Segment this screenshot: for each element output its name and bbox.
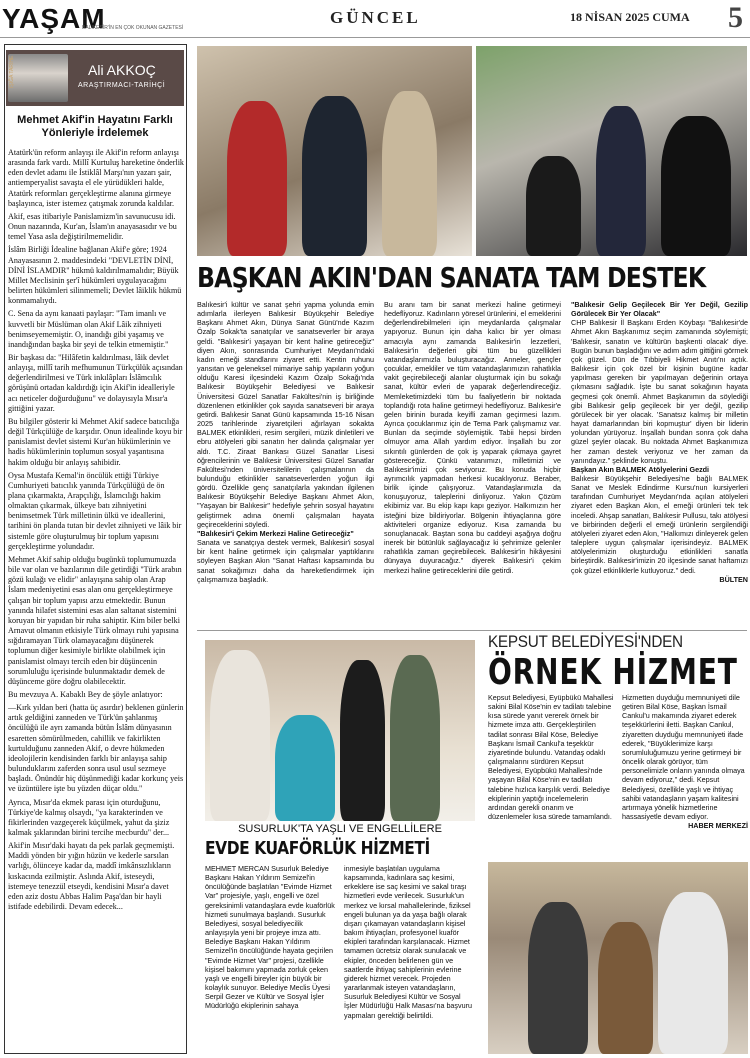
story1-text: Bu aranı tam bir sanat merkezi haline getirmeyi hedefliyoruz. Kadınların yöresel ürünlerini, el emeklerini değerlendirebilmeleri için meydanlarda çalışmalar yapıyoruz. Bunun için daha kalıcı bir yer olması amacıyla aynı zamanda Balıkesir'in lezzetleri, Balıkesir'in değerleri gibi tüm bu güzellikleri vatandaşlarımızla buluşturacağız. Anneler, gençler çocuklar, emekliler ve tüm vatandaşlarımızın rahatlıkla vakit geçirebileceği alanlar oluşturmak için bu sokağı sanat, kültür evleri de yaparak değerlendireceğiz. Memleketimizdeki tüm bu faaliyetlerin bir noktada toplandığı rota haline getirmeyi hedefliyoruz. Balıkesir'e gelen birinin burada keyifli zaman geçirmesi lazım. Ayrıca çocuklarımız için de Tema Park çalışmamız var. Bunları da seçimde söylemiştik. Tabii hepsi birden olmuyor ama Allah yardım ediyor. İnşallah bu zor sıkıntılı günlerden de çok iş yaparak çıkmaya gayret göstereceğiz. Çünkü vatanımızı, milletimizi ve Balıkesir'imizi çok seviyoruz. Bu konuda hiçbir ayrımcılık yapmadan herkesi kucaklıyoruz. Beraber, birlik içinde çalışıyoruz. Vatandaşlarımızla da konuşuyoruz, taleplerini dinliyoruz. Yakın Çözüm ekibimiz var. Bu ekip kapı kapı geziyor. Halkımızın her isteğini bize bildiriyorlar. Bölgenin ihtiyaçlarına göre aktiviteleri organize ediyoruz. Kısa zamanda bu sonuçlanacak. Baştan sona bu caddeyi aşağıya doğru inerek bir bütünlük sağlayacağız ki şehrimize gelenler rahatlıkla zaman geçirebilecek. Balıkesir'in hikâyesini dünyaya duyuracağız." diyerek Balıkesir'i çekim merkezi haline getireceklerini dile getirdi. <box>384 300 561 575</box>
story1-text: Balıkesir Büyükşehir Belediyesi'ne bağlı BALMEK Sanat ve Meslek Edindirme Kursu'nun kursiyerleri tarafından Cumhuriyet Meydanı'nda açılan atölyeleri ziyaret eden Başkan Akın, el emeği ürünleri tek tek inceledi. Ahşap sanatları, Balıkesir Pullusu, takı atölyesi ve birbirinden değerli el emeği ürünlerin sergilendiği atölyeleri ziyaret eden Akın, "Halkımızı dinleyerek gelen taleplere uygun çalışmalar içerisindeyiz. BALMEK atölyelerimizin oluşturduğu etkinlikleri sanatla birleştirdik. Balıkesir'imizin 20 ilçesinde sanat haftamızı çok güzel etkinliklerle kutluyoruz." dedi. <box>571 473 748 575</box>
person-figure <box>528 902 588 1054</box>
story3-column-2 <box>622 693 748 830</box>
story2-kicker: SUSURLUK'TA YAŞLI VE ENGELLİLERE <box>238 823 442 835</box>
column-paragraph: İslâm Birliği İdealine bağlanan Akif'e göre; 1924 Anayasasının 2. maddesindeki "DEVLETİN DİNİ, DİNİ İSLAMDIR" hükmü kaldırılmamalıdır; Büyük Millet Meclisinin şer'î hükümleri uygulayacağını belirten hükümleri silinmemeli; Devlet lâiklik hükmü konmamalıydı. <box>8 245 182 306</box>
story1-photo-left <box>197 46 472 256</box>
story2-column-1: MEHMET MERCAN Susurluk Belediye Başkanı Hakan Yıldırım Semizel'in öncülüğünde başlatılan "Evimde Hizmet Var" projesiyle, yaşlı, engelli ve özel gereksinimli vatandaşlara evde kuaförlük hizmeti sunulmaya başlandı. Susurluk Belediyesi, sosyal belediyecilik anlayışıyla yeni bir projeye imza attı. Belediye Başkanı Hakan Yıldırım Semizel'in öncülüğünde hayata geçirilen "Evimde Hizmet Var" projesi, özellikle kişisel bakımını yapmada zorluk çeken yaşlı ve engelli bireyler için büyük bir kolaylık sunuyor. Belediye Meclis Üyesi Serpil Gezer ve Kültür ve Sosyal İşler Müdürlüğü ekiplerinin sahaya <box>205 864 335 1011</box>
story1-photo-right <box>476 46 747 256</box>
column-paragraph: Akif'in Mısır'daki hayatı da pek parlak geçmemişti. Maddi yönden bir yığın hüzün ve kederle sarsılan varlığı, ölünceye kadar da, maddî imkânsızlıkların kıskacında ezilmiştir. Aslında Akif, isteseydi, istemeye tenezzül etseydi, kendisini Mısır'a davet eden aziz dostu Abbas Halim Paşa'dan bir hayli istifade edebilirdi. Devam edecek... <box>8 841 175 912</box>
story3-photo <box>488 862 748 1054</box>
story1-byline: BÜLTEN <box>719 574 748 584</box>
story3-headline: ÖRNEK HİZMET <box>488 652 738 693</box>
column-paragraph: Oysa Mustafa Kemal'in öncülük ettiği Türkiye Cumhuriyeti batıcılık yanında Türkçülüğü de ön plana çıkarmakta, Arapçılığı, İslamcılığı hakim olmaktan çıkarmak, ülkeye batı zihniyetini benimsetmek Türk milletinin ülkü ve ideallerini, tarihini ön planda tutan bir devlet zihniyeti ve lâik bir sistemle göre oluşturulmuş bir toplum yapısını gerçekleştirme yolundadır. <box>8 470 182 551</box>
page-number: 5 <box>728 1 743 34</box>
story1-column-1 <box>197 300 374 584</box>
story3-text: Hizmetten duyduğu memnuniyeti dile getiren Bilal Köse, Başkan İsmail Cankul'u makamında ziyaret ederek teşekkürlerini iletti. Başkan Cankul, ziyaretten duyduğu memnuniyeti ifade ederek, "Büyüklerimize karşı sorumluluğumuzu yerine getirmeyi bir öncelik olarak görüyor, tüm personelimizle onların yanında olmaya devam ediyoruz," dedi. Kepsut Belediyesi, özellikle yaşlı ve ihtiyaç sahibi vatandaşların yaşam kalitesini artırmaya yönelik hizmetlerine hassasiyetle devam ediyor. <box>622 693 745 822</box>
column-paragraph: Mehmet Akif sahip olduğu bugünkü toplumumuzda bile var olan ve bazılarının dile getirdiği "Türk arabın gözü kulağı ve elidir" anlayışına sahip olan Arap İslam medeniyetini esas alan onu gerçekleştirmeye çalışan bir toplum yapısı arzu etmektedir. Bunun yanında hilafet sistemini esas alan saltanat sistemini koruyan bir yapıdan bir ruha sahiptir. Kim biler belki Arnavut olmanın etkisiyle Türk olmayı ruhi yapısına sığdıramayan Türk olamayacağını düşünerek toplumun diğer kesimiyle birlikte olabilmek için panislamist olmayı tercih eden bir düşüncenin sorumluluğu içerisinde bulunmaktadır demek de düşünceme göre doğru olabilecektir. <box>8 554 182 686</box>
story2-photo <box>205 640 475 821</box>
column-paragraph: C. Sena da aynı kanaati paylaşır: "Tam imanlı ve kuvvetli bir Müslüman olan Akif Lâik zihniyeti benimseyememiştir. O, inandığı gibi yaşamış ve inandığından başka bir şeyi de telkin etmemiştir." <box>8 309 169 349</box>
person-figure <box>658 892 728 1054</box>
column-paragraph: Bir başkası da: "Hilâfetin kaldırılması, lâik devlet anlayışı, millî tarih mefhumunun Türkçülük açısından değerlendirilmesi ve Türk inkılâpları İslâmcılık görüşünü ortadan kaldırdığı için Akif'in idealleriyle acı neticeler doğurduğunu" ve dolayısıyla Mısır'a gittiğini yazar. <box>8 352 183 413</box>
column-paragraph: Ayrıca, Mısır'da ekmek parası için oturduğunu, Türkiye'de kalmış olsaydı, "ya karakterinden ve fikirlerinden vazgeçerek küçülmek, yahut da şiziz kalmak şıklarından birini tercihe mecburdu" der... <box>8 797 170 837</box>
person-figure <box>598 922 653 1054</box>
person-figure <box>302 96 367 256</box>
newspaper-logo[interactable]: YAŞAM <box>2 3 106 34</box>
story1-subhead: "Balıkesir'i Çekim Merkezi Haline Getireceğiz" <box>197 528 354 538</box>
author-title: ARAŞTIRMACI-TARİHÇİ <box>78 82 166 89</box>
column-paragraph: Akif, esas itibariyle Panislamizm'in savunucusu idi. Onun nazarında, Kur'an, İslam'ın anayasasıdır ve bu temel Yasa asla değiştirilmemelidir. <box>8 211 177 242</box>
person-figure <box>210 650 270 821</box>
story1-text: Sanata ve sanatçıya destek vermek, Balıkesir'i sosyal bir kent haline getirmek için çalışmalar yaptıklarını söyleyen Başkan Akın "Sanat Haftası kapsamında bu sanat sokağımızı daha da hareketlendirmek için çalışmamıza başladık. <box>197 538 374 584</box>
story1-column-2 <box>384 300 561 575</box>
divider <box>197 630 747 631</box>
person-figure <box>275 715 335 821</box>
person-figure <box>661 116 731 256</box>
column-paragraph: —Kırk yıldan beri (hatta üç asırdır) beklenen günlerin artık geldiğini zanneden ve Türk'ün şahlanmış öncülüğü ile ayrı zamanda bütün İslâm dünyasının esaretten sömürülmeden, cahillik ve fakirlikten kurtulduğunu zanneden Akif, o devre hükmeden ideolojilerin kendisinden farklı bir anlayışa sahip bulunduklarını zaferden sonra usul usul sezmeye başladı. Önündür hiç düşünmediği kadar korkunç yeis ve üzüntülere işte bu yüzden düçar oldu." <box>8 703 184 794</box>
person-figure <box>596 106 646 256</box>
story1-subhead: "Balıkesir Gelip Geçilecek Bir Yer Değil, Gezilip Görülecek Bir Yer Olacak" <box>571 300 748 319</box>
section-title: GÜNCEL <box>330 8 421 27</box>
story3-kicker: KEPSUT BELEDİYESİ'NDEN <box>488 632 683 651</box>
column-paragraph: Bu mevzuya A. Kabaklı Bey de şöyle anlatıyor: <box>8 689 163 699</box>
story3-column-1: Kepsut Belediyesi, Eyüpbükü Mahallesi sakini Bilal Köse'nin ev tadilatı talebine kısa sürede yanıt vererek örnek bir hizmete imza attı. Gerçekleştirilen tadilat sonrası Bilal Köse, Belediye Başkanı İsmail Cankul'a teşekkür ziyaretinde bulundu. Vatandaş odaklı çalışmalarını sürdüren Kepsut Belediyesi, Eyüpbükü Mahallesi'nde yaşayan Bilal Köse'nin ev tadilatı talebine hızlıca karşılık verdi. Belediye ekiplerinin yaptığı incelemelerin ardından gerekli onarım ve düzenlemeler kısa sürede tamamlandı. <box>488 693 614 822</box>
story2-headline: EVDE KUAFÖRLÜK HİZMETİ <box>205 838 430 859</box>
logo-tagline: BALIKESİR'İN EN ÇOK OKUNAN GAZETESİ <box>82 25 184 31</box>
column-side-label: IŞIĞA TARİHE <box>9 55 15 88</box>
author-name: Ali AKKOÇ <box>88 62 156 78</box>
story1-column-3 <box>571 300 748 584</box>
story1-headline: BAŞKAN AKIN'DAN SANATA TAM DESTEK <box>197 262 706 294</box>
story1-body <box>197 300 747 630</box>
author-photo <box>8 54 68 102</box>
column-paragraph: Atatürk'ün reform anlayışı ile Akif'in reform anlayışı arasında fark vardı. Millî Kurtuluş hareketine önderlik eden devlet adamı ile İstiklâl Marşı'nın yazarı şair, antiemperyalist savaşta el ele yürüdükleri halde, Atatürk reformları gerçekleştirme alanına girmeye başlayınca, ister istemez çatışmak zorunda kaldılar. <box>8 148 184 208</box>
person-figure <box>227 101 287 256</box>
story1-text: Balıkesir'i kültür ve sanat şehri yapma yolunda emin adımlarla ilerleyen Balıkesir Büyükşehir Belediye Başkanı Ahmet Akın, Dünya Sanat Günü'nde Kazım Özalp Sokak'ta sanatçılar ve sanatseverler bir araya geldi. "Balıkesir'i yaşayan bir kent haline getireceğiz" diyen Akın, sonrasında Cumhuriyet Meydanı'ndaki kadın emeği standlarını ziyaret etti. Kentin ruhunu yansıtan ve geleneksel mimariye sahip yapıların yoğun olduğu Karesi ilçesindeki Kazım Özalp Sokağı'nda Balıkesir Büyükşehir Belediyesi ve Balıkesir Üniversitesi Güzel Sanatlar Fakültesi'nin iş birliğinde düzenlenen etkinlikler çok sayıda sanatseveri bir araya getirdi. Balıkesir Sanat Günü kapsamında 15-16 Nisan 2025 tarihlerinde ziyaretçileri ağırlayan sokakta BALMEK etkinlikleri, resim sergileri, müzik dinletileri ve ebru atölyeleri gibi sanatın her dalında çalışmalar yer aldı. T.C. Ziraat Bankası Güzel Sanatlar Lisesi öğrencilerinin ve Balıkesir Üniversitesi Güzel Sanatlar Fakültesi'nden üniversitelilerin çalışmalarının da bulunduğu etkinlikler sanatseverlerden yoğun ilgi gördü. Özellikle genç sanatçılarla yakından ilgilenen Balıkesir Büyükşehir Belediye Başkanı Ahmet Akın, "Yaşayan bir Balıkesir" hedefiyle şehrin sosyal hayatını geliştirmek adına önemli çalışmaları hayata geçireceklerini söyledi. <box>197 300 374 529</box>
issue-date: 18 NİSAN 2025 CUMA <box>570 10 690 24</box>
person-figure <box>382 91 437 256</box>
person-figure <box>390 655 440 821</box>
person-figure <box>340 660 385 821</box>
story1-text: CHP Balıkesir İl Başkanı Erden Köybaşı "Balıkesir'de Ahmet Akın Başkanımız seçim zamanında söylemişti; 'Balıkesir, sanatın ve kültürün başkenti olacak' diye. Bugün bunun başladığını ve adım adım gittiğini görmek çok güzel. Dün de Tıbbiyeli Hikmet Anıtı'nı açtık. Balıkesir için çok özel bir kişinin bugüne kadar yapılması gereken bir yapılmayan değerinin ortaya çıkmasını sağladık. İşte bu sanat sokağının hayata geçmesi çok önemli. Ahmet Başkanımın da söylediği gibi Balıkesir gelip geçilecek bir yer değil, gezilip görülecek bir yer olacak. 'Sanatsız kalmış bir milletin hayat damarlarından biri kopmuştur' diyen bir liderin yolundan yürüyoruz. İnşallah bundan sonra çok daha güzel şeyler olacak. Bu noktada Ahmet Başkanımıza her zaman destek veriyoruz ve her zaman da yanındayız." şeklinde konuştu. <box>571 318 748 465</box>
story1-subhead: Başkan Akın BALMEK Atölyelerini Gezdi <box>571 464 710 474</box>
person-figure <box>526 156 581 256</box>
column-title: Mehmet Akif'in Hayatını Farklı Yönleriyle İrdelemek <box>17 114 173 139</box>
column-body <box>8 148 184 915</box>
story2-column-2: inmesiyle başlatılan uygulama kapsamında, kadınlara saç kesimi, erkeklere ise saç kesimi ve sakal tıraşı hizmetleri evde verilecek. Susurluk'un merkez ve kırsal mahallelerinde, fiziksel engeli bulunan ya da yaşa bağlı olarak dışarı çıkamayan vatandaşların kişisel bakım ihtiyaçları, profesyonel kuaför ekipleri tarafından karşılanacak. Hizmet tamamen ücretsiz olarak sunulacak ve ekipler, önceden belirlenen gün ve saatlerde ihtiyaç sahiplerinin evlerine giderek hizmet verecek. Projeden yararlanmak isteyen vatandaşların, Susurluk Belediyesi Kültür ve Sosyal İşler Müdürlüğü Halk Masası'na başvuru yapmaları gerektiği belirtildi. <box>344 864 473 1020</box>
column-paragraph: Bu bilgiler gösterir ki Mehmet Akif sadece batıcılığa değil Türkçülüğe de karşıdır. Onun idealinde koyu bir panislamist devlet sistemi Kur'an hükümlerinin ve hadis hükümlerinin toplumun sosyal yaşantısına hakim olduğu bir anlayış sahibidir. <box>8 416 183 467</box>
story3-byline: HABER MERKEZİ <box>688 821 748 831</box>
